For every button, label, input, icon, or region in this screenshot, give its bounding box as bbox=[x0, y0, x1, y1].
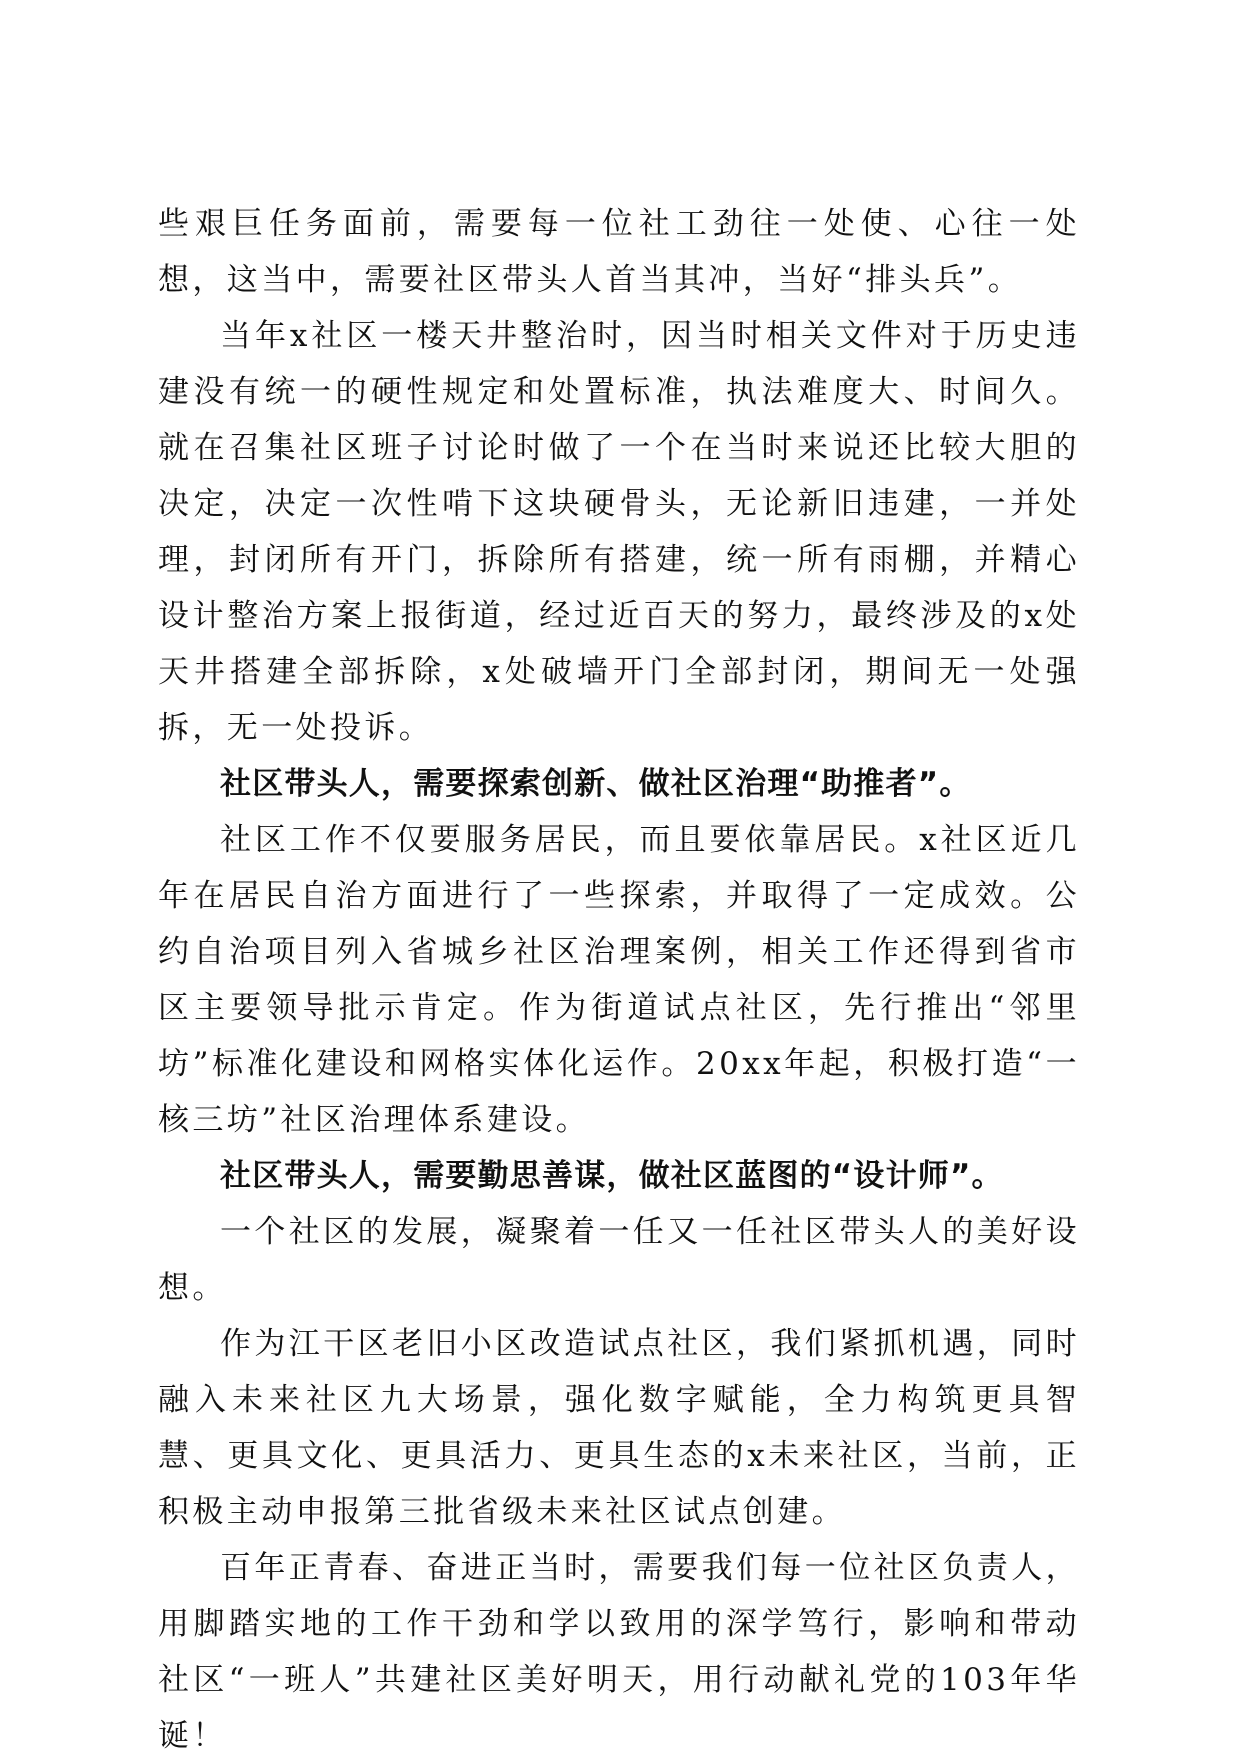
paragraph-resident-autonomy: 社区工作不仅要服务居民，而且要依靠居民。x社区近几年在居民自治方面进行了一些探索，并取得了一定成效。公约自治项目列入省城乡社区治理案例，相关工作还得到省市区主要领导批示肯定。作为街道试点社区，先行推出“邻里坊”标准化建设和网格实体化运作。20xx年起，积极打造“一核三坊”社区治理体系建设。 bbox=[158, 822, 1080, 1138]
paragraph-future-community: 作为江干区老旧小区改造试点社区，我们紧抓机遇，同时融入未来社区九大场景，强化数字赋能，全力构筑更具智慧、更具文化、更具活力、更具生态的x未来社区，当前，正积极主动申报第三批省级未来社区试点创建。 bbox=[158, 1326, 1080, 1530]
paragraph-conclusion: 百年正青春、奋进正当时，需要我们每一位社区负责人，用脚踏实地的工作干劲和学以致用的深学笃行，影响和带动社区“一班人”共建社区美好明天，用行动献礼党的103年华诞！ bbox=[158, 1550, 1080, 1754]
paragraph-courtyard-renovation: 当年x社区一楼天井整治时，因当时相关文件对于历史违建没有统一的硬性规定和处置标准，执法难度大、时间久。就在召集社区班子讨论时做了一个在当时来说还比较大胆的决定，决定一次性啃下这块硬骨头，无论新旧违建，一并处理，封闭所有开门，拆除所有搭建，统一所有雨棚，并精心设计整治方案上报街道，经过近百天的努力，最终涉及的x处天井搭建全部拆除，x处破墙开门全部封闭，期间无一处强拆，无一处投诉。 bbox=[158, 318, 1080, 746]
paragraph-community-development: 一个社区的发展，凝聚着一任又一任社区带头人的美好设想。 bbox=[158, 1214, 1080, 1306]
section-heading-innovation: 社区带头人，需要探索创新、做社区治理“助推者”。 bbox=[220, 766, 972, 802]
document-body bbox=[158, 196, 1080, 1764]
section-heading-designer: 社区带头人，需要勤思善谋，做社区蓝图的“设计师”。 bbox=[220, 1158, 1004, 1194]
paragraph-continued: 些艰巨任务面前，需要每一位社工劲往一处使、心往一处想，这当中，需要社区带头人首当其冲，当好“排头兵”。 bbox=[158, 206, 1080, 298]
